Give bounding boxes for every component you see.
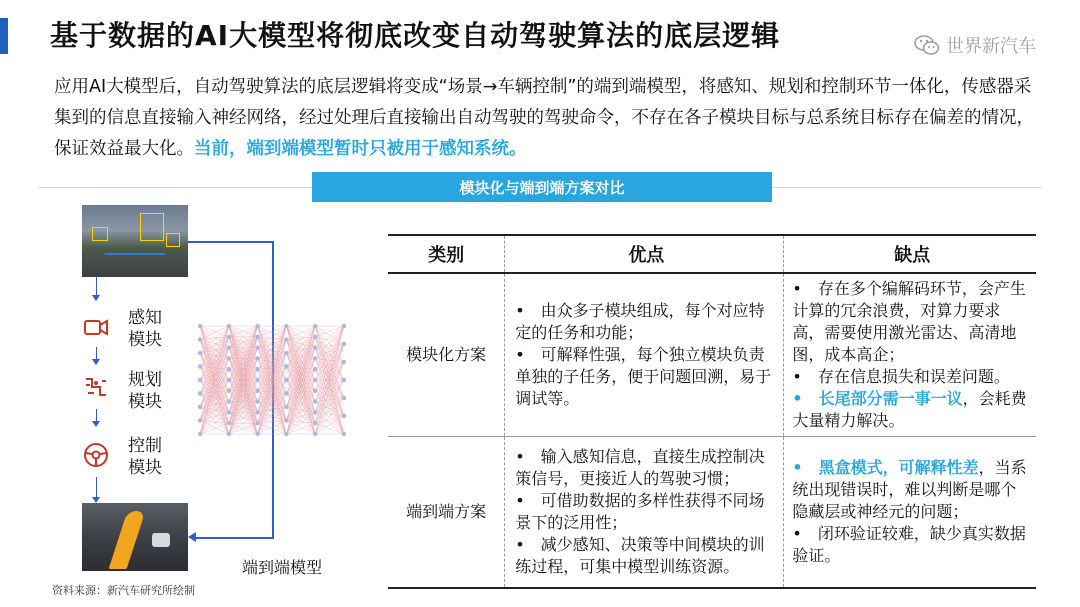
network-node	[255, 399, 259, 403]
network-node	[284, 391, 288, 395]
network-node	[198, 418, 202, 422]
row-category: 端到端方案	[388, 437, 505, 589]
network-node	[227, 356, 231, 360]
loop-line-bottom	[196, 537, 274, 539]
arrow-left-icon	[188, 532, 196, 542]
camera-scene-image	[82, 205, 188, 277]
network-node	[255, 432, 259, 436]
network-node	[313, 356, 317, 360]
network-node	[342, 360, 346, 364]
network-node	[313, 324, 317, 328]
network-node	[227, 324, 231, 328]
page-title: 基于数据的AI大模型将彻底改变自动驾驶算法的底层逻辑	[50, 19, 781, 52]
network-node	[227, 367, 231, 371]
network-node	[198, 432, 202, 436]
network-node	[198, 324, 202, 328]
network-node	[227, 389, 231, 393]
network-node	[198, 391, 202, 395]
header-cons: 缺点	[784, 235, 1036, 273]
row-pros: • 输入感知信息，直接生成控制决策信号，更接近人的驾驶习惯； • 可借助数据的多样性获得不同场景下的泛用性； • 减少感知、决策等中间模块的训练过程，可集中模型训练资源。	[505, 437, 784, 589]
network-node	[284, 378, 288, 382]
network-node	[313, 378, 317, 382]
intro-paragraph	[54, 72, 1034, 165]
network-node	[313, 399, 317, 403]
driving-output-image	[82, 503, 188, 571]
network-node	[342, 396, 346, 400]
intro-highlight: 当前，端到端模型暂时只被用于感知系统。	[194, 139, 527, 159]
wechat-icon	[914, 34, 940, 56]
arrow-down-icon	[92, 421, 100, 427]
network-node	[284, 418, 288, 422]
connector-line	[96, 277, 97, 297]
network-node	[255, 367, 259, 371]
network-node	[342, 324, 346, 328]
network-node	[227, 432, 231, 436]
loop-line-top	[188, 241, 272, 243]
table-row	[388, 273, 1036, 437]
arrow-down-icon	[92, 295, 100, 301]
network-node	[198, 337, 202, 341]
network-node	[284, 405, 288, 409]
row-category: 模块化方案	[388, 273, 505, 437]
network-node	[255, 324, 259, 328]
row-cons: • 黑盒模式，可解释性差，当系统出现错误时，难以判断是哪个隐藏层或神经元的问题； • 闭环验证较难，缺少真实数据验证。	[784, 437, 1036, 589]
network-node	[313, 345, 317, 349]
watermark-text: 世界新汽车	[946, 36, 1036, 57]
network-node	[227, 410, 231, 414]
watermark	[914, 32, 1036, 58]
network-node	[342, 342, 346, 346]
header-pros: 优点	[505, 235, 784, 273]
network-node	[284, 324, 288, 328]
network-node	[198, 378, 202, 382]
table-row	[388, 437, 1036, 589]
network-node	[342, 378, 346, 382]
network-node	[198, 351, 202, 355]
table-header-row	[388, 235, 1036, 273]
steering-wheel-icon	[82, 441, 110, 469]
network-node	[342, 432, 346, 436]
network-node	[227, 421, 231, 425]
perception-module-label: 感知 模块	[128, 308, 162, 350]
intro-text: 应用AI大模型后，自动驾驶算法的底层逻辑将变成“场景→车辆控制”的端到端模型，将感知、规划和控制环节一体化，传感器采集到的信息直接输入神经网络，经过处理后直接输出自动驾驶的驾驶命令，不存在各子模块目标与总系统目标存在偏差的情况，保证效益最大化。	[54, 77, 1034, 159]
neural-network-icon	[192, 316, 352, 444]
comparison-table	[388, 234, 1036, 589]
network-node	[255, 356, 259, 360]
network-node	[284, 432, 288, 436]
end-to-end-model-label: 端到端模型	[242, 558, 323, 577]
network-node	[255, 335, 259, 339]
connector-line	[96, 477, 97, 499]
network-node	[255, 389, 259, 393]
network-node	[284, 351, 288, 355]
row-cons: • 存在多个编解码环节，会产生计算的冗余浪费，对算力要求高，需要使用激光雷达、高清地图，成本高企； • 存在信息损失和误差问题。 • 长尾部分需一事一议，会耗费大量精力解决。	[784, 273, 1036, 437]
arrow-down-icon	[92, 359, 100, 365]
camera-icon	[82, 313, 110, 341]
network-node	[255, 378, 259, 382]
row-pros: • 由众多子模块组成，每个对应特定的任务和功能； • 可解释性强，每个独立模块负责单独的子任务，便于问题回溯，易于调试等。	[505, 273, 784, 437]
header-category: 类别	[388, 235, 505, 273]
network-node	[313, 410, 317, 414]
network-node	[313, 389, 317, 393]
section-banner: 模块化与端到端方案对比	[312, 172, 772, 202]
accent-bar	[0, 18, 8, 54]
network-node	[198, 364, 202, 368]
network-node	[284, 337, 288, 341]
network-node	[313, 335, 317, 339]
cons-highlight: • 黑盒模式，可解释性差	[792, 458, 979, 477]
network-node	[198, 405, 202, 409]
network-node	[284, 364, 288, 368]
network-node	[313, 421, 317, 425]
network-node	[313, 367, 317, 371]
source-note: 资料来源：新汽车研究所绘制	[52, 584, 195, 597]
planning-module-label: 规划 模块	[128, 370, 162, 412]
network-node	[255, 410, 259, 414]
network-node	[255, 421, 259, 425]
control-module-label: 控制 模块	[128, 436, 162, 478]
network-node	[227, 345, 231, 349]
route-icon	[82, 373, 110, 401]
network-node	[342, 414, 346, 418]
cons-highlight: • 长尾部分需一事一议	[792, 389, 963, 408]
network-node	[227, 399, 231, 403]
network-node	[255, 345, 259, 349]
network-node	[227, 378, 231, 382]
network-node	[227, 335, 231, 339]
network-node	[313, 432, 317, 436]
